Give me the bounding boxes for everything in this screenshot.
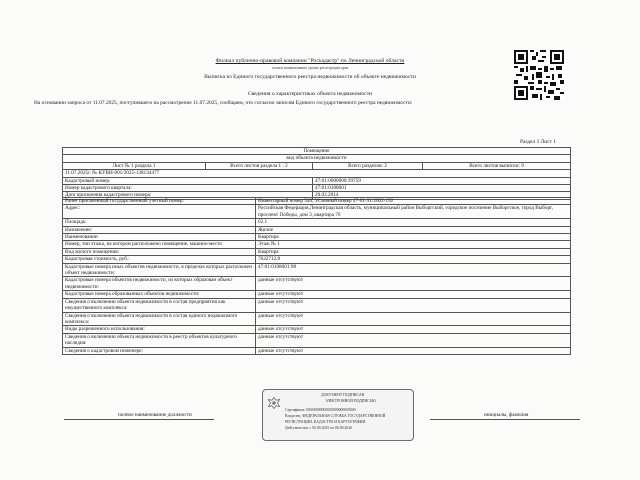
- table-row-label: Дата присвоения кадастрового номера:: [63, 192, 313, 199]
- table-row-value: данные отсутствуют: [256, 347, 571, 354]
- stamp-line: ЭЛЕКТРОННОЙ ПОДПИСЬЮ: [325, 399, 376, 403]
- table-row-label: Кадастровые номера иных объектов недвижимости, в пределах которых расположен объект недвижимости:: [63, 263, 256, 277]
- table-row-label: Номер, тип этажа, на котором расположено помещение, машино-место: [63, 241, 256, 248]
- table-row-label: Ранее присвоенный государственный учетный номер:: [63, 198, 256, 205]
- properties-table: [62, 197, 571, 355]
- table-row-value: Российская Федерация,Ленинградская область, муниципальный район Выборгский, городское поселение Выборгское, город Выборг, проспект Победы, дом 3, квартира 76: [256, 205, 571, 219]
- extract-title: Выписка из Единого государственного реестра недвижимости об объекте недвижимости: [204, 74, 416, 80]
- table-row-label: Сведения о кадастровом инженере:: [63, 347, 256, 354]
- signature-line: [430, 419, 580, 420]
- signature-caption: инициалы, фамилия: [484, 412, 529, 418]
- table-row-label: Кадастровые номера объектов недвижимости, из которых образован объект недвижимости:: [63, 277, 256, 291]
- table-row-value: данные отсутствуют: [256, 312, 571, 326]
- sheet-label: Раздел 1 Лист 1: [520, 139, 556, 145]
- total-sheets-section: Всего листов раздела 1 : 2: [206, 162, 313, 169]
- sheet-number: Лист № 1 раздела 1: [63, 162, 206, 169]
- stamp-line: РЕГИСТРАЦИИ, КАДАСТРА И КАРТОГРАФИИ: [285, 420, 366, 424]
- electronic-signature-stamp: [262, 389, 414, 441]
- table-row-value: данные отсутствуют: [256, 326, 571, 333]
- position-caption: полное наименование должности: [118, 412, 192, 418]
- table-row-label: Кадастровая стоимость, руб.:: [63, 256, 256, 263]
- table-row-label: Виды разрешенного использования:: [63, 326, 256, 333]
- section-title: Сведения о характеристиках объекта недвижимости: [247, 91, 373, 97]
- table-row-label: Номер кадастрового квартала:: [63, 185, 313, 192]
- table-row-value: 47:01:0000000:39759: [313, 177, 571, 184]
- stamp-line: ДОКУМЕНТ ПОДПИСАН: [321, 393, 365, 397]
- table-row-value: 47:01:0108001: [313, 185, 571, 192]
- table-row-value: данные отсутствуют: [256, 298, 571, 312]
- object-type: Помещение: [63, 148, 571, 155]
- stamp-line: Владелец: ФЕДЕРАЛЬНАЯ СЛУЖБА ГОСУДАРСТВЕННОЙ: [285, 414, 386, 418]
- stamp-line: Сертификат: 00000000000000000000000000: [285, 408, 356, 412]
- table-row-value: Квартира: [256, 248, 571, 255]
- position-line: [64, 419, 214, 420]
- table-row-value: Жилое: [256, 226, 571, 233]
- table-row-label: Адрес:: [63, 205, 256, 219]
- table-row-label: Сведения о включении объекта недвижимости в состав единого недвижимого комплекса:: [63, 312, 256, 326]
- table-row-value: данные отсутствуют: [256, 291, 571, 298]
- qr-code-icon: [514, 50, 564, 100]
- branch-subtitle: полное наименование органа регистрации прав: [271, 66, 349, 70]
- intro-text: На основании запроса от 11.07.2025, поступившего на рассмотрение 11.07.2025, сообщаем, что согласно записям Единого государственного реестра недвижимости:: [34, 100, 413, 106]
- document-info-table: [62, 147, 571, 200]
- table-row-label: Сведения о включении объекта недвижимости в реестр объектов культурного наследия:: [63, 333, 256, 347]
- table-row-label: Назначение:: [63, 226, 256, 233]
- table-row-value: данные отсутствуют: [256, 277, 571, 291]
- total-sections: Всего разделов: 2: [313, 162, 423, 169]
- table-row-value: данные отсутствуют: [256, 333, 571, 347]
- table-row-label: Кадастровые номера образованных объектов недвижимости:: [63, 291, 256, 298]
- table-row-value: Квартира: [256, 234, 571, 241]
- table-row-value: 7622712.8: [256, 256, 571, 263]
- table-row-value: Инвентарный номер 540; Условный номер 47-01-31/2002-192: [256, 198, 571, 205]
- table-row-value: 47:01:0108001:98: [256, 263, 571, 277]
- table-row-value: 62.1: [256, 219, 571, 226]
- total-sheets-extract: Всего листов выписки: 9: [423, 162, 571, 169]
- table-row-label: Наименование:: [63, 234, 256, 241]
- table-row-label: Кадастровый номер:: [63, 177, 313, 184]
- object-type-caption: вид объекта недвижимости: [63, 155, 571, 162]
- table-row-label: Площадь:: [63, 219, 256, 226]
- branch-name: Филиал публично-правовой компании "Роскадастр" по Ленинградской области: [215, 58, 405, 64]
- extract-number: 11.07.2025г. № КУВИ-001/2025-138134477: [63, 170, 571, 177]
- stamp-line: Действителен: с 00.00.2025 по 00.00.2026: [285, 426, 353, 430]
- table-row-label: Сведения о включении объекта недвижимости в состав предприятия как имущественного комплекса:: [63, 298, 256, 312]
- table-row-value: Этаж № 1: [256, 241, 571, 248]
- table-row-value: 20.02.2014: [313, 192, 571, 199]
- table-row-label: Вид жилого помещения:: [63, 248, 256, 255]
- emblem-icon: [267, 396, 281, 410]
